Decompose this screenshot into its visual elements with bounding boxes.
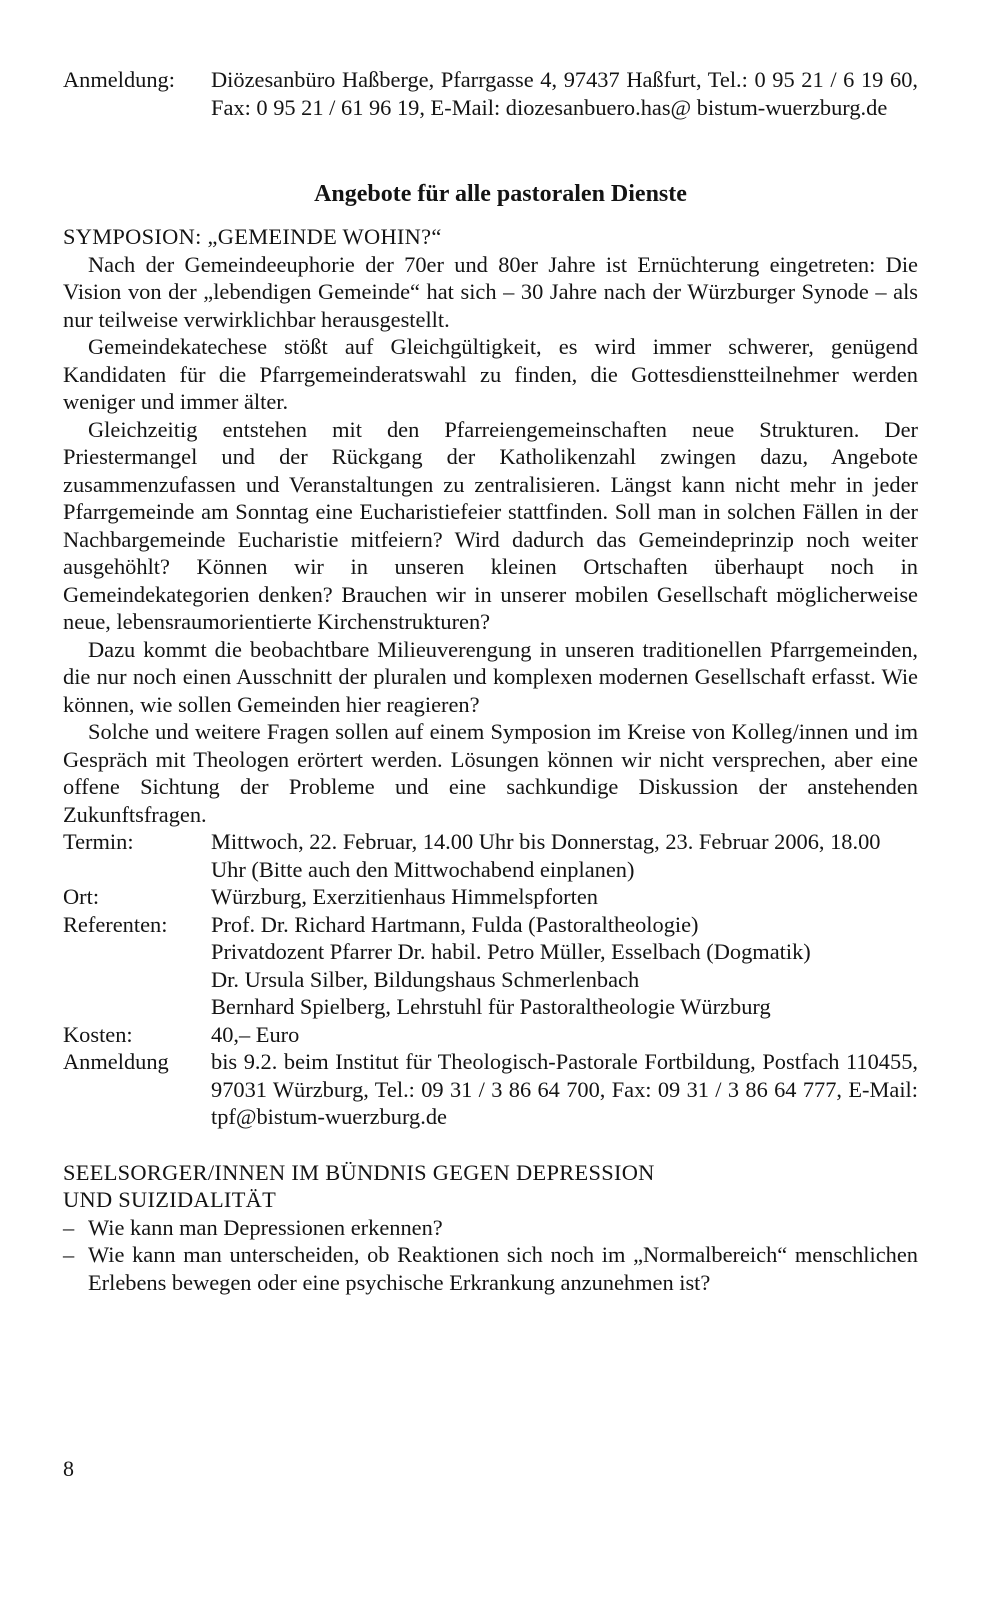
referenten-row: [63, 911, 918, 1021]
page-number: 8: [63, 1456, 74, 1481]
referent: Dr. Ursula Silber, Bildungshaus Schmerlenbach: [211, 966, 640, 992]
section-heading: Angebote für alle pastoralen Dienste: [314, 181, 687, 207]
kosten-row: [63, 1021, 918, 1049]
seelsorger-title-line2: UND SUIZIDALITÄT: [63, 1187, 277, 1212]
bullet-dash: –: [63, 1242, 75, 1267]
ort-value: Würzburg, Exerzitienhaus Himmelspforten: [211, 884, 598, 909]
seelsorger-title-line1: SEELSORGER/INNEN IM BÜNDNIS GEGEN DEPRESSION: [63, 1159, 655, 1185]
kosten-value: 40,– Euro: [211, 1021, 300, 1047]
paragraph: Solche und weitere Fragen sollen auf einem Symposion im Kreise von Kolleg/innen und im Gespräch mit Theologen erörtert werden. Lösungen können wir nicht versprechen, aber eine offene Sichtung der Probleme und eine sachkundige Diskussion der anstehenden Zukunftsfragen.: [63, 719, 918, 827]
bullet-dash: –: [63, 1214, 75, 1240]
list-item-text: Wie kann man unterscheiden, ob Reaktionen sich noch im „Normalbereich“ menschlichen Erlebens bewegen oder eine psychische Erkrankung anzunehmen ist?: [88, 1242, 918, 1295]
referenten-label: Referenten:: [63, 911, 168, 937]
registration-top: [63, 66, 918, 121]
registration-label: Anmeldung:: [63, 67, 175, 92]
list-item-text: Wie kann man Depressionen erkennen?: [88, 1214, 443, 1240]
ort-label: Ort:: [63, 884, 100, 909]
list-item: [63, 1241, 918, 1296]
list-item: [63, 1214, 918, 1242]
termin-row: [63, 828, 918, 883]
referent: Prof. Dr. Richard Hartmann, Fulda (Pastoraltheologie): [211, 911, 699, 937]
termin-value: Mittwoch, 22. Februar, 14.00 Uhr bis Donnerstag, 23. Februar 2006, 18.00 Uhr (Bitte auch den Mittwochabend einplanen): [211, 829, 881, 882]
paragraph: Dazu kommt die beobachtbare Milieuverengung in unseren traditionellen Pfarrgemeinden, die nur noch einen Ausschnitt der pluralen und komplexen modernen Gesellschaft erfasst. Wie können, wie sollen Gemeinden hier reagieren?: [63, 636, 918, 717]
anmeldung-value: bis 9.2. beim Institut für Theologisch-Pastorale Fortbildung, Postfach 110455, 97031 Würzburg, Tel.: 09 31 / 3 86 64 700, Fax: 09 31 / 3 86 64 777, E-Mail: tpf@bistum-wuerzburg.de: [211, 1049, 918, 1129]
referent: Bernhard Spielberg, Lehrstuhl für Pastoraltheologie Würzburg: [211, 994, 771, 1019]
document-page: [63, 66, 918, 1296]
anmeldung-label: Anmeldung: [63, 1049, 169, 1074]
symposion-title: SYMPOSION: „GEMEINDE WOHIN?“: [63, 224, 442, 249]
registration-value: Diözesanbüro Haßberge, Pfarrgasse 4, 97437 Haßfurt, Tel.: 0 95 21 / 6 19 60, Fax: 0 95 21 / 61 96 19, E-Mail: diozesanbuero.has@ bistum-wuerzburg.de: [211, 67, 918, 120]
referent: Privatdozent Pfarrer Dr. habil. Petro Müller, Esselbach (Dogmatik): [211, 939, 811, 964]
anmeldung-row: [63, 1048, 918, 1131]
kosten-label: Kosten:: [63, 1021, 133, 1047]
paragraph: Gemeindekatechese stößt auf Gleichgültigkeit, es wird immer schwerer, genügend Kandidaten für die Pfarrgemeinderatswahl zu finden, die Gottesdienstteilnehmer werden weniger und immer älter.: [63, 334, 918, 414]
paragraph: Gleichzeitig entstehen mit den Pfarreiengemeinschaften neue Strukturen. Der Priestermangel und der Rückgang der Katholikenzahl zwingen dazu, Angebote zusammenzufassen und Veranstaltungen zu zentralisieren. Längst kann nicht mehr in jeder Pfarrgemeinde am Sonntag eine Eucharistiefeier stattfinden. Soll man in solchen Fällen in der Nachbargemeinde Eucharistie mitfeiern? Wird dadurch das Gemeindeprinzip noch weiter ausgehöhlt? Können wir in unseren kleinen Ortschaften überhaupt noch in Gemeindekategorien denken? Brauchen wir in unserer mobilen Gesellschaft möglicherweise neue, lebensraumorientierte Kirchenstrukturen?: [63, 416, 918, 634]
ort-row: [63, 883, 918, 911]
termin-label: Termin:: [63, 829, 134, 854]
paragraph: Nach der Gemeindeeuphorie der 70er und 80er Jahre ist Ernüchterung eingetreten: Die Vision von der „lebendigen Gemeinde“ hat sich – 30 Jahre nach der Würzburger Synode – als nur teilweise verwirklichbar herausgestellt.: [63, 251, 918, 332]
referenten-list: [211, 911, 918, 1021]
